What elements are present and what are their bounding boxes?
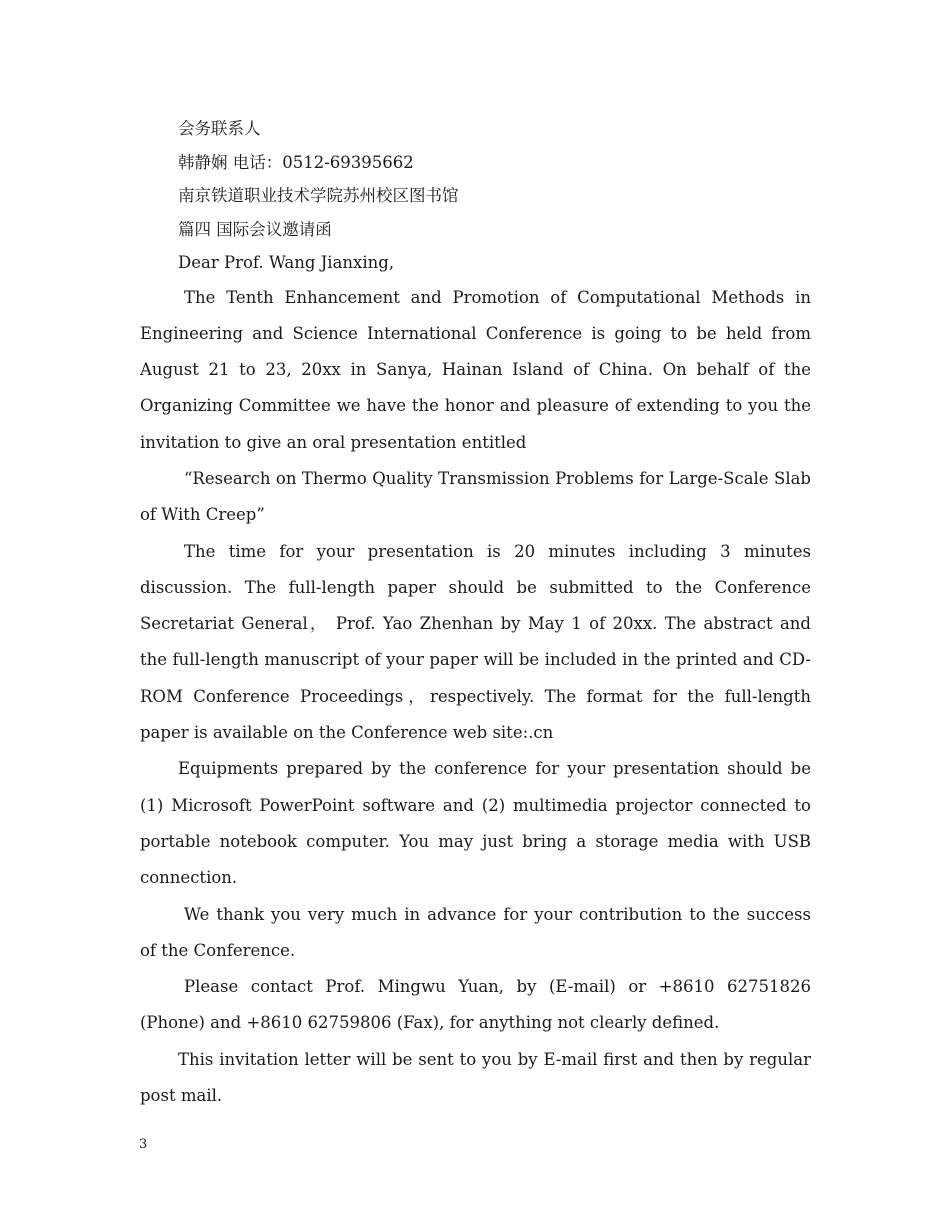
paragraph-presentation-title: “Research on Thermo Quality Transmission Problems for Large-Scale Slab of With Creep” bbox=[140, 468, 811, 525]
letter-salutation: Dear Prof. Wang Jianxing, bbox=[178, 253, 395, 272]
contact-phone-line: 韩静娴 电话：0512-69395662 bbox=[178, 152, 414, 172]
paragraph-thanks: We thank you very much in advance for your contribution to the success of the Conference. bbox=[140, 904, 811, 960]
paragraph-delivery: This invitation letter will be sent to you by E-mail first and then by regular post mail. bbox=[140, 1049, 811, 1106]
document-page bbox=[140, 112, 811, 1114]
paragraph-conference-intro: The Tenth Enhancement and Promotion of Computational Methods in Engineering and Science International Conference is going to be held from August 21 to 23, 20xx in Sanya, Hainan Island of China. On behalf of the Organizing Committee we have the honor and pleasure of extending to you the invitation to give an oral presentation entitled bbox=[140, 287, 811, 452]
paragraph-presentation-time: The time for your presentation is 20 minutes including 3 minutes discussion. The full-length paper should be submitted to the Conference Secretariat General， Prof. Yao Zhenhan by May 1 of 20xx. The abstract and the full-length manuscript of your paper will be included in the printed and CD-ROM Conference Proceedings，respectively. The format for the full-length paper is available on the Conference web site:.cn bbox=[140, 541, 811, 743]
contact-organization: 南京铁道职业技术学院苏州校区图书馆 bbox=[178, 186, 459, 205]
contact-heading: 会务联系人 bbox=[178, 119, 261, 138]
section-title: 篇四 国际会议邀请函 bbox=[178, 219, 332, 239]
paragraph-equipment: Equipments prepared by the conference for your presentation should be (1) Microsoft PowerPoint software and (2) multimedia projector connected to portable notebook computer. You may just bring a storage media with USB connection. bbox=[140, 759, 811, 888]
page-number: 3 bbox=[139, 1137, 148, 1152]
paragraph-contact: Please contact Prof. Mingwu Yuan, by (E-mail) or +8610 62751826 (Phone) and +8610 62759806 (Fax), for anything not clearly defined. bbox=[140, 977, 811, 1033]
